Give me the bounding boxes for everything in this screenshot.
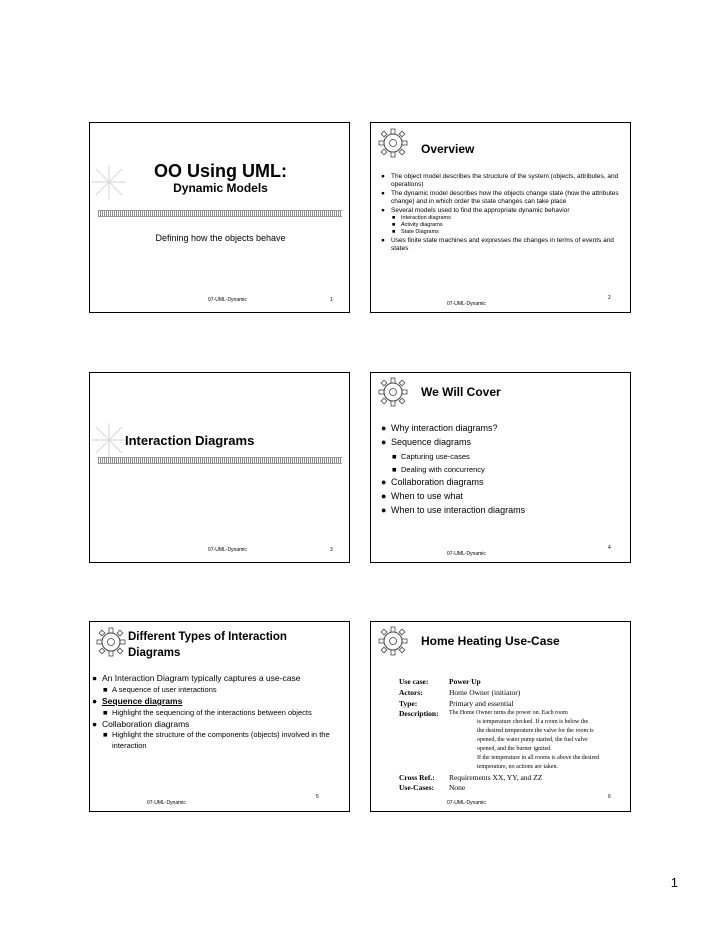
list-item: ■ A sequence of user interactions: [112, 684, 332, 696]
gear-icon: [377, 127, 409, 159]
slide-number: 6: [608, 794, 611, 800]
actors-label: Actors:: [399, 688, 423, 697]
list-item: ● The object model describes the structure of the system (objects, attributes, and operations): [391, 173, 623, 190]
gear-icon: [377, 625, 409, 657]
slide-title: OO Using UML:: [154, 161, 287, 181]
slide-number: 4: [608, 545, 611, 551]
list-item: ■ Activity diagrams: [401, 222, 623, 229]
list-item: ■ Interaction diagrams: [401, 215, 623, 222]
slide-footer: 07-UML-Dynamic: [447, 301, 486, 307]
type-label: Type:: [399, 699, 418, 708]
list-item: ● When to use interaction diagrams: [391, 504, 623, 518]
slide-tagline: Defining how the objects behave: [155, 233, 286, 243]
slide-number: 2: [608, 295, 611, 301]
bullet-list: [391, 173, 623, 253]
slide-footer: 07-UML-Dynamic: [447, 551, 486, 557]
actors-value: Home Owner (initiator): [449, 688, 521, 697]
cross-ref-value: Requirements XX, YY, and ZZ: [449, 773, 543, 782]
slide-number: 1: [330, 297, 333, 303]
description-line: is temperature checked. If a room is below the: [477, 719, 589, 725]
description-line: The Home Owner turns the power on. Each room: [449, 710, 568, 716]
description-line: opened, and the burner ignited.: [477, 746, 552, 752]
use-case-label: Use case:: [399, 677, 429, 686]
bullet-list: [391, 422, 623, 518]
slide-footer: 07-UML-Dynamic: [208, 297, 247, 303]
use-cases-label: Use-Cases:: [399, 783, 434, 792]
list-item: ■ Highlight the sequencing of the interactions between objects: [112, 707, 332, 719]
slide-title: Interaction Diagrams: [125, 433, 255, 448]
slide-footer: 07-UML-Dynamic: [147, 800, 186, 806]
type-value: Primary and essential: [449, 699, 514, 708]
slide-title: Home Heating Use-Case: [421, 634, 560, 648]
list-item: ■ State Diagrams: [401, 229, 623, 236]
list-item: ● An Interaction Diagram typically captures a use-case: [102, 673, 332, 684]
cross-ref-label: Cross Ref.:: [399, 773, 435, 782]
page-number: 1: [670, 875, 678, 890]
list-item: ● Collaboration diagrams: [102, 719, 332, 730]
slide-footer: 07-UML-Dynamic: [208, 547, 247, 553]
slide-title: We Will Cover: [421, 385, 501, 399]
slide-2: [370, 122, 631, 313]
list-item: ● Uses finite state machines and expresses the changes in terms of events and states: [391, 237, 623, 254]
gear-icon: [95, 626, 127, 658]
list-item: ● Collaboration diagrams: [391, 476, 623, 490]
list-item: ● Why interaction diagrams?: [391, 422, 623, 436]
list-item: ■ Capturing use-cases: [401, 450, 623, 463]
slide-5: [89, 621, 350, 812]
use-case-table: [399, 677, 629, 797]
list-item: ● Several models used to find the appropriate dynamic behavior: [391, 207, 623, 215]
slide-title: Overview: [421, 142, 475, 156]
list-item: ● When to use what: [391, 490, 623, 504]
slide-subtitle: Dynamic Models: [173, 181, 268, 195]
description-label: Description:: [399, 709, 439, 718]
gear-icon: [377, 376, 409, 408]
slide-title: Different Types of Interaction Diagrams: [128, 631, 287, 660]
star-shadow-icon: [90, 421, 128, 459]
description-line: opened, the water pump started, the fuel valve: [477, 737, 588, 743]
use-cases-value: None: [449, 783, 466, 792]
slide-1: [89, 122, 350, 313]
slide-3: [89, 372, 350, 563]
description-line: temperature, no actions are taken.: [477, 764, 558, 770]
list-item: ● Sequence diagrams: [102, 696, 332, 707]
description-line: If the temperature in all rooms is above the desired: [477, 755, 600, 761]
slide-4: [370, 372, 631, 563]
divider-bar: [98, 210, 342, 217]
divider-bar: [98, 457, 342, 464]
slide-footer: 07-UML-Dynamic: [447, 800, 486, 806]
list-item: ■ Highlight the structure of the components (objects) involved in the interaction: [112, 730, 332, 752]
bullet-list: [102, 673, 332, 752]
list-item: ● Sequence diagrams: [391, 436, 623, 450]
slide-number: 5: [316, 794, 319, 800]
slide-6: [370, 621, 631, 812]
slide-number: 3: [330, 547, 333, 553]
list-item: ■ Dealing with concurrency: [401, 463, 623, 476]
use-case-value: Power Up: [449, 677, 481, 686]
list-item: ● The dynamic model describes how the objects change state (how the attributes change) and in which order the state changes can take place: [391, 190, 623, 207]
description-line: the desired temperature the valve for the room is: [477, 728, 594, 734]
